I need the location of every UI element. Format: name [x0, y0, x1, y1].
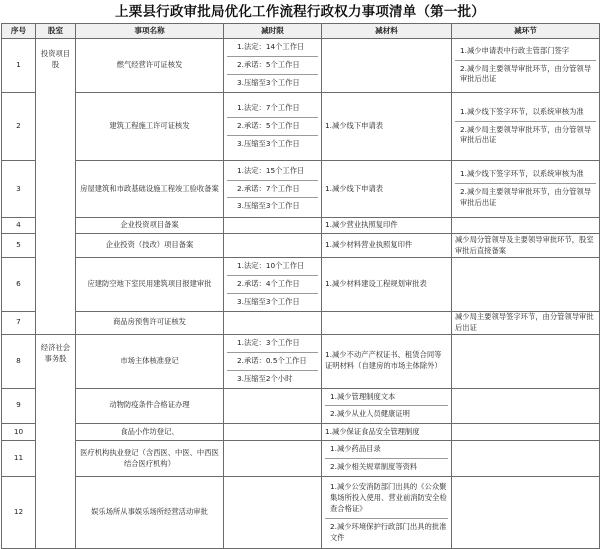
row-name: 市场主体核准登记 [76, 334, 224, 388]
time-line: 2.承诺：5个工作日 [227, 118, 318, 136]
row-no: 7 [2, 311, 36, 334]
row-no: 8 [2, 334, 36, 388]
header-name: 事项名称 [76, 24, 224, 39]
row-no: 2 [2, 93, 36, 161]
row-materials: 1.减少营业执照复印件 [322, 218, 452, 234]
materials-line: 1.减少药品目录 [325, 441, 448, 459]
row-name: 食品小作坊登记、 [76, 424, 224, 441]
row-time [224, 93, 322, 161]
table-row [2, 311, 600, 334]
row-materials [322, 39, 452, 93]
row-steps [452, 424, 600, 441]
row-no: 4 [2, 218, 36, 234]
table-row [2, 93, 600, 161]
row-name: 企业投资项目备案 [76, 218, 224, 234]
row-name: 燃气经营许可证核发 [76, 39, 224, 93]
row-no: 10 [2, 424, 36, 441]
time-line: 2.承诺：5个工作日 [227, 57, 318, 75]
table-row [2, 441, 600, 477]
row-steps: 减少局分管领导及主要领导审批环节，股室审批后直接备案 [452, 234, 600, 258]
row-name: 医疗机构执业登记（含西医、中医、中西医结合医疗机构） [76, 441, 224, 477]
row-materials [322, 388, 452, 424]
power-items-table [1, 23, 600, 549]
row-no: 1 [2, 39, 36, 93]
row-time [224, 424, 322, 441]
time-line: 3.压缩至3个工作日 [237, 77, 300, 87]
row-time [224, 258, 322, 312]
header-steps: 减环节 [452, 24, 600, 39]
row-steps [452, 258, 600, 312]
time-line: 1.法定：7个工作日 [227, 100, 318, 118]
row-time [224, 334, 322, 388]
row-time [224, 441, 322, 477]
table-row [2, 334, 600, 388]
row-steps [452, 441, 600, 477]
materials-line: 1.减少公安消防部门出具的《公众聚集场所投入使用、营业前消防安全检查合格证》 [325, 479, 448, 519]
row-name: 建筑工程施工许可证核发 [76, 93, 224, 161]
table-row [2, 477, 600, 549]
time-line: 3.压缩至3个工作日 [237, 201, 300, 211]
time-line: 2.承诺：4个工作日 [227, 276, 318, 294]
table-row [2, 218, 600, 234]
header-no: 序号 [2, 24, 36, 39]
row-time [224, 477, 322, 549]
header-time: 减时限 [224, 24, 322, 39]
row-no: 11 [2, 441, 36, 477]
row-no: 3 [2, 161, 36, 218]
row-dept: 投资项目股 [36, 39, 76, 335]
time-line: 1.法定：10个工作日 [227, 258, 318, 276]
row-steps [452, 161, 600, 218]
row-time [224, 234, 322, 258]
time-line: 1.法定：15个工作日 [227, 163, 318, 181]
header-materials: 减材料 [322, 24, 452, 39]
time-line: 1.法定：14个工作日 [227, 39, 318, 57]
row-name: 动物防疫条件合格证办理 [76, 388, 224, 424]
materials-line: 2.减少环境保护行政部门出具的批准文件 [330, 521, 447, 542]
row-time [224, 311, 322, 334]
table-row [2, 234, 600, 258]
page-title: 上栗县行政审批局优化工作流程行政权力事项清单（第一批） [115, 4, 485, 20]
row-steps [452, 39, 600, 93]
row-no: 5 [2, 234, 36, 258]
time-line: 3.压缩至3个工作日 [237, 296, 300, 306]
row-no: 6 [2, 258, 36, 312]
steps-line: 2.减少局主要领导审批环节，由分管领导审批后出证 [460, 124, 592, 145]
materials-line: 2.减少从业人员健康证明 [330, 409, 410, 419]
table-row [2, 161, 600, 218]
row-materials: 1.减少不动产产权证书、租赁合同等证明材料（自建房的市场主体除外） [322, 334, 452, 388]
steps-line: 2.减少局主要领导审批环节，由分管领导审批后出证 [460, 187, 592, 207]
time-line: 3.压缩至3个工作日 [237, 138, 300, 148]
row-no: 9 [2, 388, 36, 424]
row-steps [452, 388, 600, 424]
table-row [2, 258, 600, 312]
time-line: 3.压缩至2个小时 [237, 373, 293, 383]
row-time [224, 388, 322, 424]
table-row [2, 388, 600, 424]
row-name: 企业投资（技改）项目备案 [76, 234, 224, 258]
steps-line: 1.减少线下签字环节，以系统审核为准 [455, 104, 596, 122]
row-steps: 减少局主要领导签字环节，由分管领导审批后出证 [452, 311, 600, 334]
row-time [224, 218, 322, 234]
row-steps [452, 93, 600, 161]
steps-line: 1.减少申请表中行政主管部门签字 [455, 43, 596, 61]
table-row [2, 39, 600, 93]
row-materials [322, 311, 452, 334]
row-materials [322, 477, 452, 549]
row-materials: 1.减少材料建设工程规划审批表 [322, 258, 452, 312]
time-line: 1.法定：3个工作日 [227, 335, 318, 353]
row-name: 商品房预售许可证核发 [76, 311, 224, 334]
row-dept: 经济社会事务股 [36, 334, 76, 549]
row-time [224, 39, 322, 93]
row-materials: 1.减少保证食品安全管理制度 [322, 424, 452, 441]
row-name: 娱乐场所从事娱乐场所经营活动审批 [76, 477, 224, 549]
row-materials [322, 441, 452, 477]
row-steps [452, 334, 600, 388]
row-materials: 1.减少线下申请表 [322, 161, 452, 218]
steps-line: 2.减少局主要领导审批环节，由分管领导审批后出证 [460, 63, 592, 84]
time-line: 2.承诺：0.5个工作日 [227, 353, 318, 371]
row-name: 应建防空地下室民用建筑项目报建审批 [76, 258, 224, 312]
row-materials: 1.减少材料营业执照复印件 [322, 234, 452, 258]
row-name: 房屋建筑和市政基础设施工程竣工验收备案 [76, 161, 224, 218]
row-materials: 1.减少线下申请表 [322, 93, 452, 161]
row-no: 12 [2, 477, 36, 549]
row-steps [452, 218, 600, 234]
row-steps [452, 477, 600, 549]
steps-line: 1.减少线下签字环节，以系统审核为准 [455, 166, 596, 184]
materials-line: 1.减少管理制度文本 [325, 389, 448, 407]
materials-line: 2.减少相关规章制度等资料 [330, 462, 418, 472]
row-time [224, 161, 322, 218]
time-line: 2.承诺：7个工作日 [227, 181, 318, 199]
table-row [2, 424, 600, 441]
header-dept: 股室 [36, 24, 76, 39]
table-header-row [2, 24, 600, 39]
